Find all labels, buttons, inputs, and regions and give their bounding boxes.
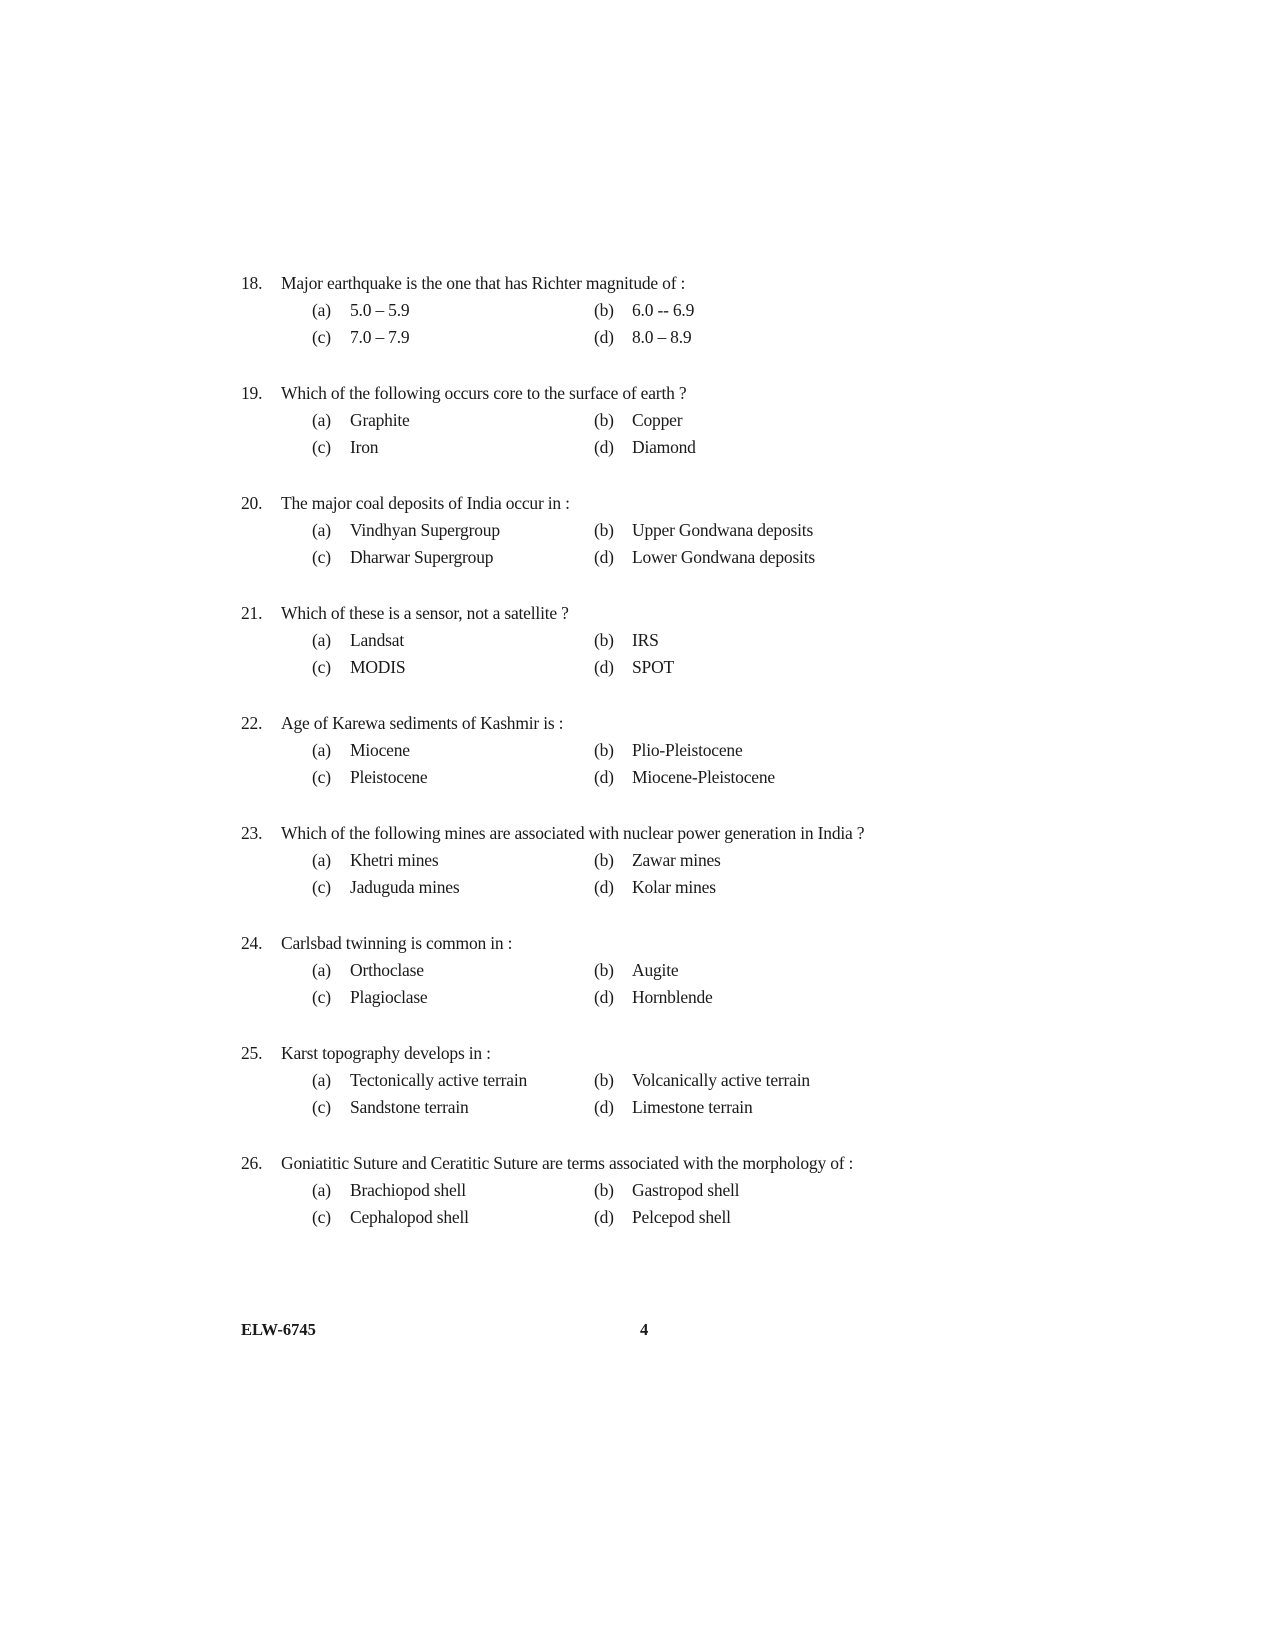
option-b <box>594 629 659 651</box>
option-b <box>594 519 813 541</box>
option-letter: (d) <box>594 657 614 677</box>
option-c <box>312 876 459 898</box>
question-21 <box>241 602 921 712</box>
option-a <box>312 409 410 431</box>
option-text: MODIS <box>350 657 406 677</box>
page-number: 4 <box>640 1320 649 1339</box>
question-20 <box>241 492 921 602</box>
option-letter: (b) <box>594 630 614 650</box>
option-text: Iron <box>350 437 379 457</box>
option-text: Sandstone terrain <box>350 1097 469 1117</box>
question-text: Goniatitic Suture and Ceratitic Suture are terms associated with the morphology of : <box>281 1153 854 1173</box>
option-letter: (a) <box>312 630 331 650</box>
option-text: Copper <box>632 410 683 430</box>
option-text: Landsat <box>350 630 404 650</box>
question-number: 20. <box>241 493 263 513</box>
option-letter: (d) <box>594 1097 614 1117</box>
option-a <box>312 849 438 871</box>
question-text: Karst topography develops in : <box>281 1043 491 1063</box>
option-text: Cephalopod shell <box>350 1207 469 1227</box>
question-stem <box>241 272 685 294</box>
option-letter: (c) <box>312 547 331 567</box>
question-stem <box>241 492 570 514</box>
option-c <box>312 986 428 1008</box>
question-number: 21. <box>241 603 263 623</box>
question-text: Age of Karewa sediments of Kashmir is : <box>281 713 564 733</box>
question-18 <box>241 272 921 382</box>
option-b <box>594 1179 739 1201</box>
option-letter: (d) <box>594 547 614 567</box>
option-letter: (d) <box>594 987 614 1007</box>
option-letter: (c) <box>312 657 331 677</box>
option-text: Lower Gondwana deposits <box>632 547 815 567</box>
question-text: Which of the following mines are associated with nuclear power generation in India ? <box>281 823 865 843</box>
question-stem <box>241 822 864 844</box>
option-a <box>312 959 424 981</box>
option-text: Tectonically active terrain <box>350 1070 528 1090</box>
option-letter: (c) <box>312 1207 331 1227</box>
option-text: Upper Gondwana deposits <box>632 520 814 540</box>
question-number: 25. <box>241 1043 263 1063</box>
option-d <box>594 986 713 1008</box>
option-letter: (a) <box>312 740 331 760</box>
option-d <box>594 436 696 458</box>
option-text: Vindhyan Supergroup <box>350 520 500 540</box>
question-stem <box>241 1152 853 1174</box>
question-19 <box>241 382 921 492</box>
option-letter: (b) <box>594 1180 614 1200</box>
option-letter: (d) <box>594 767 614 787</box>
option-letter: (c) <box>312 327 331 347</box>
option-text: Augite <box>632 960 679 980</box>
question-number: 22. <box>241 713 263 733</box>
option-letter: (b) <box>594 410 614 430</box>
option-b <box>594 739 743 761</box>
option-text: IRS <box>632 630 659 650</box>
option-d <box>594 766 775 788</box>
option-letter: (c) <box>312 1097 331 1117</box>
option-b <box>594 409 682 431</box>
question-text: Major earthquake is the one that has Richter magnitude of : <box>281 273 686 293</box>
option-d <box>594 656 674 678</box>
question-stem <box>241 602 569 624</box>
option-a <box>312 519 500 541</box>
option-c <box>312 436 378 458</box>
option-letter: (a) <box>312 520 331 540</box>
option-letter: (b) <box>594 740 614 760</box>
option-letter: (c) <box>312 767 331 787</box>
option-text: Limestone terrain <box>632 1097 753 1117</box>
option-letter: (c) <box>312 877 331 897</box>
option-letter: (d) <box>594 437 614 457</box>
option-text: Pleistocene <box>350 767 428 787</box>
question-list <box>241 272 921 1262</box>
question-text: Which of the following occurs core to the surface of earth ? <box>281 383 687 403</box>
option-letter: (b) <box>594 960 614 980</box>
question-text: The major coal deposits of India occur in : <box>281 493 570 513</box>
option-text: Graphite <box>350 410 410 430</box>
question-24 <box>241 932 921 1042</box>
option-text: 8.0 – 8.9 <box>632 327 692 347</box>
option-letter: (a) <box>312 850 331 870</box>
option-a <box>312 629 404 651</box>
question-text: Which of these is a sensor, not a satellite ? <box>281 603 569 623</box>
paper-code: ELW-6745 <box>241 1320 316 1339</box>
option-text: Hornblende <box>632 987 713 1007</box>
question-stem <box>241 382 686 404</box>
question-number: 24. <box>241 933 263 953</box>
option-letter: (b) <box>594 520 614 540</box>
option-text: Dharwar Supergroup <box>350 547 494 567</box>
question-number: 26. <box>241 1153 263 1173</box>
option-d <box>594 1096 753 1118</box>
question-25 <box>241 1042 921 1152</box>
option-letter: (d) <box>594 1207 614 1227</box>
question-22 <box>241 712 921 822</box>
question-23 <box>241 822 921 932</box>
option-text: 5.0 – 5.9 <box>350 300 410 320</box>
option-text: SPOT <box>632 657 674 677</box>
option-letter: (b) <box>594 1070 614 1090</box>
option-letter: (c) <box>312 987 331 1007</box>
option-text: Jaduguda mines <box>350 877 460 897</box>
option-text: 7.0 – 7.9 <box>350 327 410 347</box>
option-text: Pelcepod shell <box>632 1207 731 1227</box>
question-stem <box>241 712 563 734</box>
question-number: 19. <box>241 383 263 403</box>
option-c <box>312 1206 469 1228</box>
option-letter: (a) <box>312 410 331 430</box>
option-letter: (a) <box>312 300 331 320</box>
option-b <box>594 959 678 981</box>
option-text: 6.0 -- 6.9 <box>632 300 695 320</box>
option-c <box>312 766 428 788</box>
option-text: Diamond <box>632 437 696 457</box>
option-a <box>312 1179 466 1201</box>
question-stem <box>241 1042 491 1064</box>
question-number: 18. <box>241 273 263 293</box>
option-letter: (c) <box>312 437 331 457</box>
option-a <box>312 1069 527 1091</box>
option-d <box>594 876 716 898</box>
option-letter: (b) <box>594 850 614 870</box>
option-b <box>594 849 721 871</box>
question-text: Carlsbad twinning is common in : <box>281 933 513 953</box>
option-c <box>312 326 409 348</box>
option-letter: (d) <box>594 877 614 897</box>
option-c <box>312 546 493 568</box>
option-letter: (a) <box>312 1070 331 1090</box>
option-text: Khetri mines <box>350 850 439 870</box>
option-text: Orthoclase <box>350 960 424 980</box>
option-text: Plagioclase <box>350 987 428 1007</box>
option-c <box>312 1096 469 1118</box>
option-text: Zawar mines <box>632 850 721 870</box>
question-26 <box>241 1152 921 1262</box>
option-d <box>594 326 691 348</box>
option-letter: (a) <box>312 1180 331 1200</box>
option-text: Miocene-Pleistocene <box>632 767 775 787</box>
option-letter: (a) <box>312 960 331 980</box>
option-text: Miocene <box>350 740 410 760</box>
option-letter: (d) <box>594 327 614 347</box>
option-letter: (b) <box>594 300 614 320</box>
option-text: Gastropod shell <box>632 1180 740 1200</box>
option-text: Brachiopod shell <box>350 1180 466 1200</box>
option-text: Plio-Pleistocene <box>632 740 743 760</box>
option-c <box>312 656 405 678</box>
option-b <box>594 1069 810 1091</box>
question-stem <box>241 932 512 954</box>
option-text: Kolar mines <box>632 877 716 897</box>
option-text: Volcanically active terrain <box>632 1070 810 1090</box>
option-d <box>594 546 815 568</box>
question-number: 23. <box>241 823 263 843</box>
option-b <box>594 299 694 321</box>
option-a <box>312 299 409 321</box>
option-d <box>594 1206 731 1228</box>
option-a <box>312 739 410 761</box>
